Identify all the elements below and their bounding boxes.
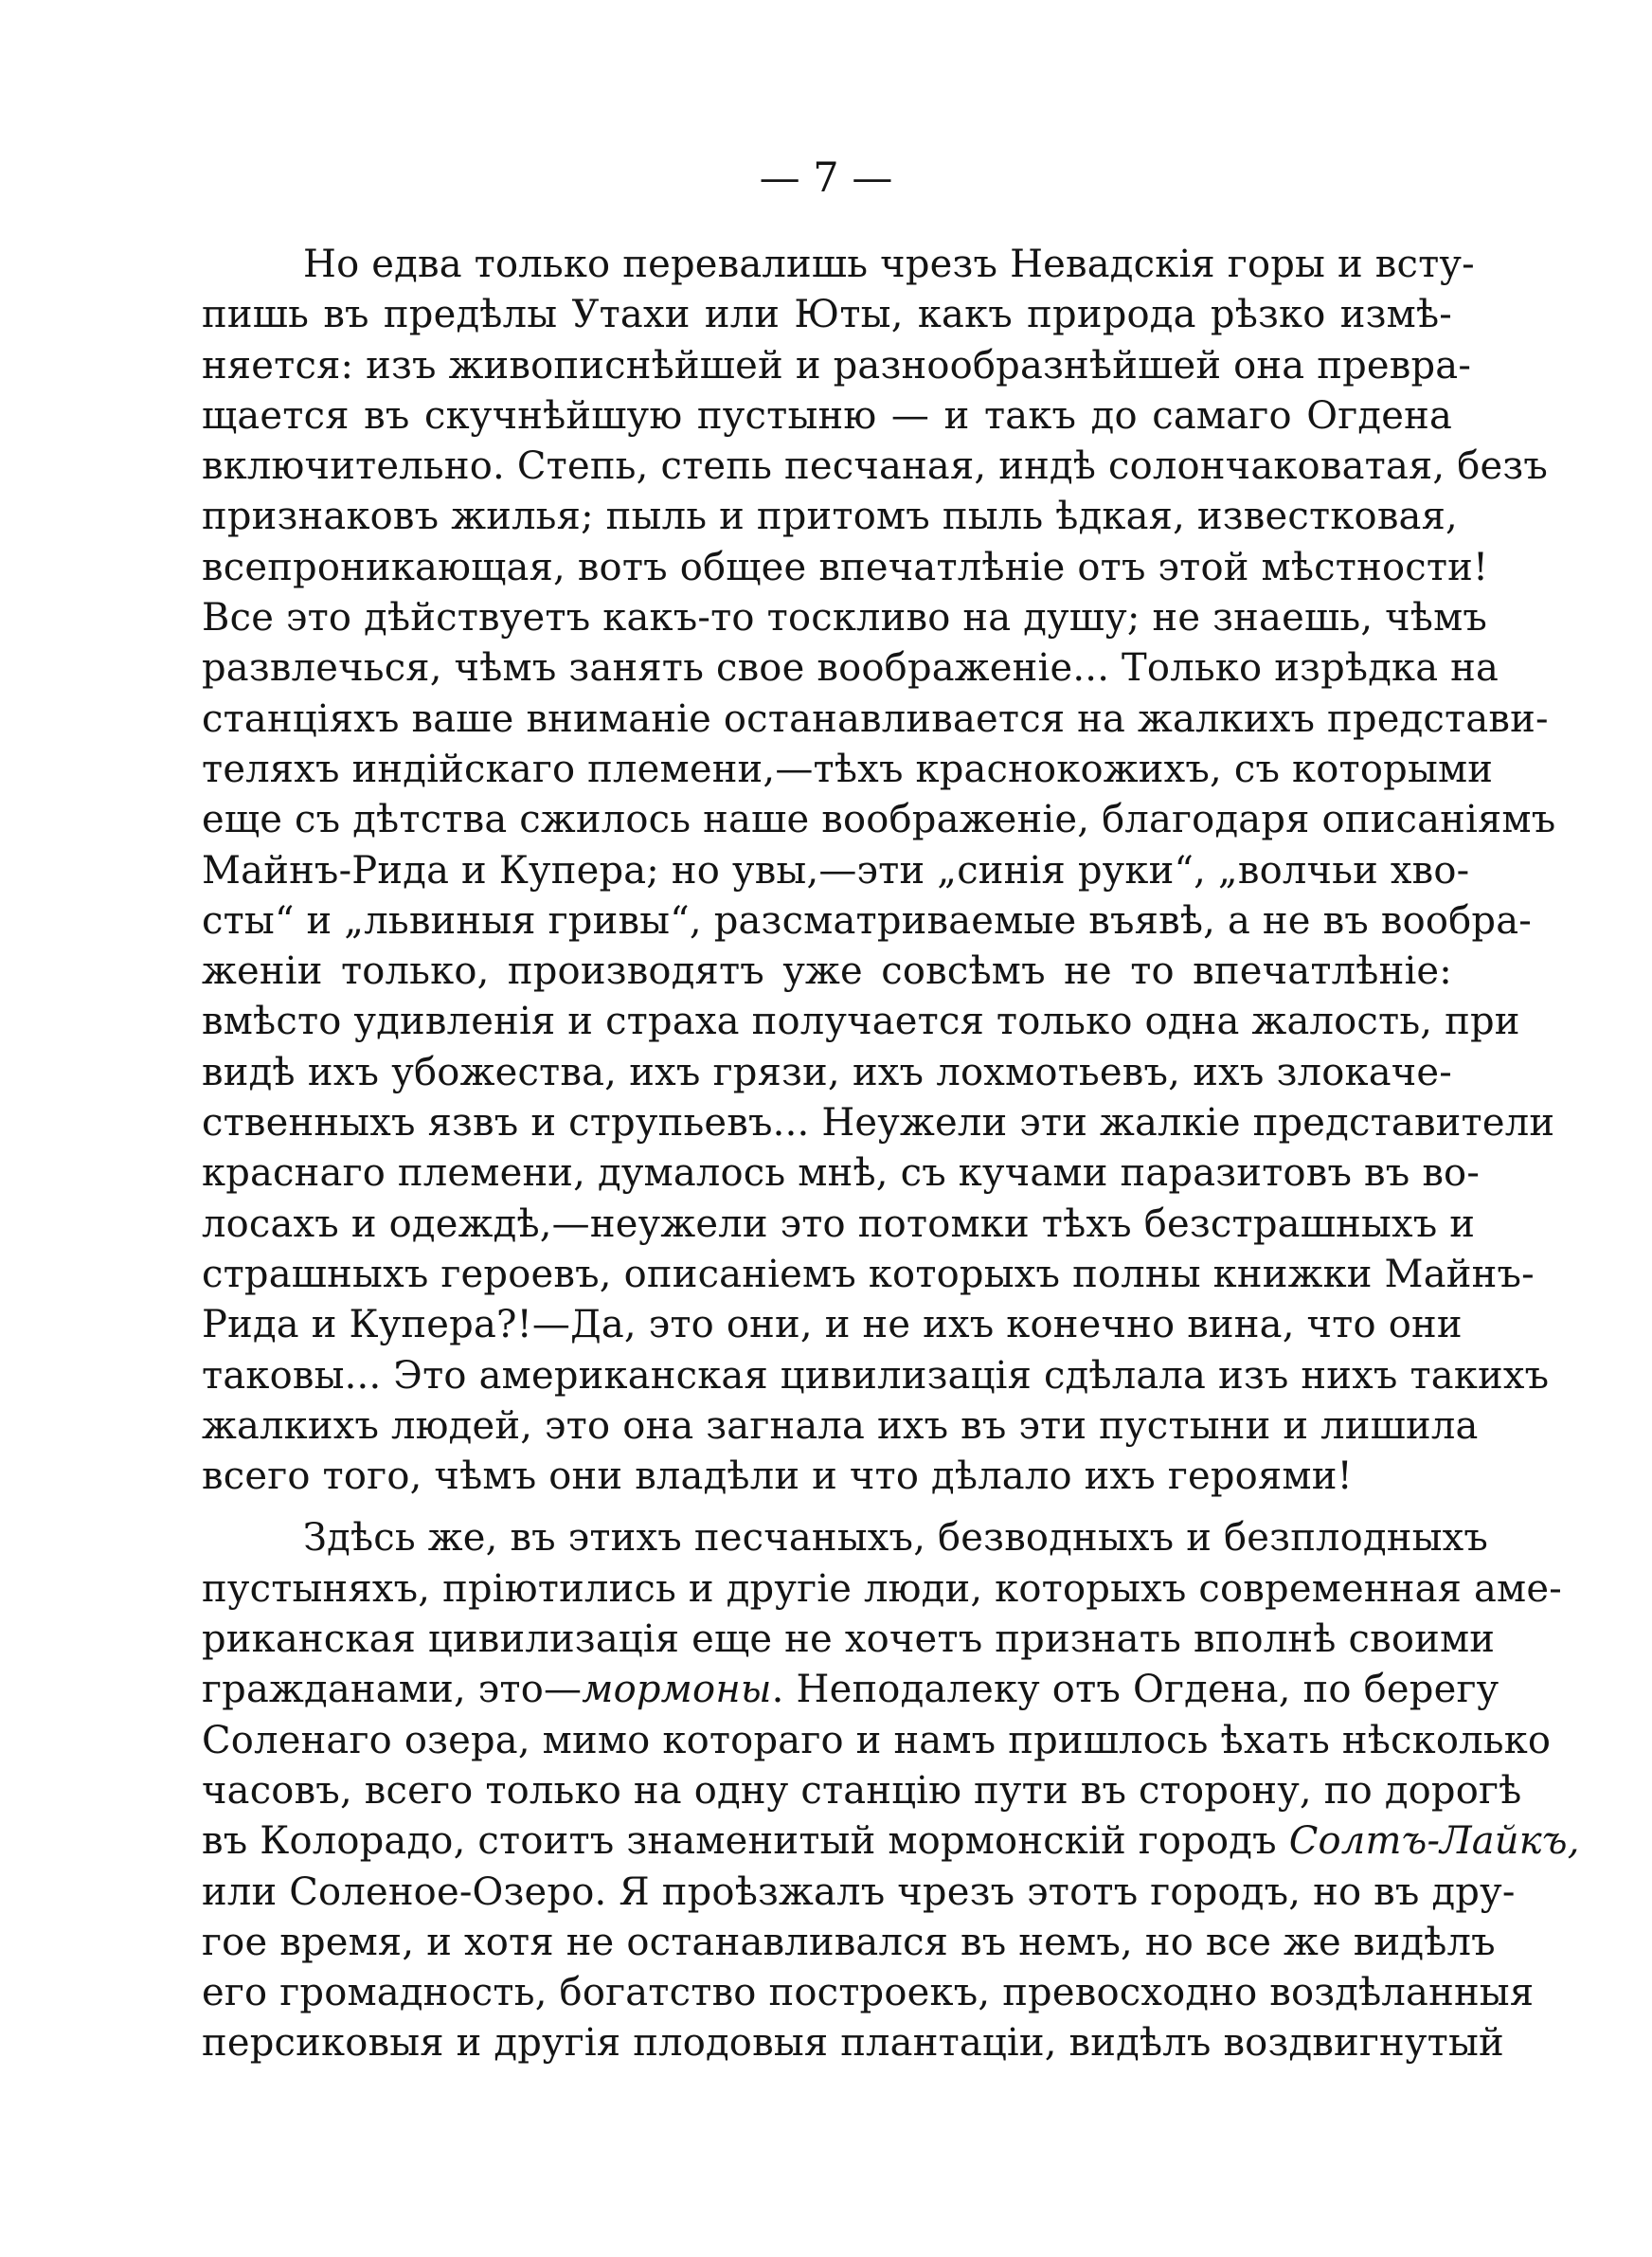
text-line: его громадность, богатство построекъ, превосходно воздѣланныя [202, 1971, 1535, 2015]
text-line: Майнъ-Рида и Купера; но увы,—эти „синія руки“, „волчьи хво- [202, 848, 1470, 893]
italic-term: мормоны [582, 1668, 772, 1712]
text-line: станціяхъ ваше вниманіе останавливается на жалкихъ представи- [202, 696, 1549, 741]
text-line: персиковыя и другія плодовыя плантаціи, видѣлъ воздвигнутый [202, 2021, 1504, 2066]
text-line: риканская цивилизація еще не хочетъ признать вполнѣ своими [202, 1617, 1496, 1662]
text-line: краснаго племени, думалось мнѣ, съ кучами паразитовъ въ во- [202, 1151, 1481, 1196]
text-line: гое время, и хотя не останавливался въ немъ, но все же видѣлъ [202, 1920, 1496, 1964]
text-line: видѣ ихъ убожества, ихъ грязи, ихъ лохмотьевъ, ихъ злокаче- [202, 1050, 1452, 1094]
body-text [202, 240, 1580, 2069]
text-span: . Неподалеку отъ Огдена, по берегу [771, 1668, 1499, 1712]
text-line: щается въ скучнѣйшую пустыню — и такъ до самаго Огдена [202, 393, 1452, 438]
text-line: часовъ, всего только на одну станцію пути въ сторону, по дорогѣ [202, 1768, 1522, 1813]
page-number: — 7 — [759, 154, 893, 202]
text-line: признаковъ жилья; пыль и притомъ пыль ѣдкая, известковая, [202, 495, 1458, 539]
text-span: въ Колорадо, стоитъ знаменитый мормонскій городъ [202, 1819, 1289, 1864]
text-span: гражданами, это— [202, 1668, 583, 1712]
text-line: таковы... Это американская цивилизація сдѣлала изъ нихъ такихъ [202, 1353, 1550, 1398]
text-line: теляхъ индійскаго племени,—тѣхъ краснокожихъ, съ которыми [202, 747, 1494, 791]
text-line: Соленаго озера, мимо котораго и намъ пришлось ѣхать нѣсколько [202, 1718, 1552, 1762]
text-line: Но едва только перевалишь чрезъ Невадскія горы и всту- [303, 243, 1475, 286]
text-line: Здѣсь же, въ этихъ песчаныхъ, безводныхъ и безплодныхъ [303, 1516, 1489, 1561]
text-line: пустыняхъ, пріютились и другіе люди, которыхъ современная аме- [202, 1566, 1562, 1611]
text-line [202, 1816, 1580, 1867]
text-line: развлечься, чѣмъ занять свое воображеніе... Только изрѣдка на [202, 646, 1499, 691]
text-line: или Соленое-Озеро. Я проѣзжалъ чрезъ этотъ городъ, но въ дру- [202, 1869, 1516, 1914]
text-line: всего того, чѣмъ они владѣли и что дѣлало ихъ героями! [202, 1454, 1353, 1499]
text-line: пишь въ предѣлы Утахи или Юты, какъ природа рѣзко измѣ- [202, 293, 1452, 337]
text-line: сты“ и „львиныя гривы“, разсматриваемые въявѣ, а не въ вообра- [202, 898, 1533, 943]
italic-term: Солтъ-Лайкъ, [1288, 1819, 1580, 1864]
text-line: Рида и Купера?!—Да, это они, и не ихъ конечно вина, что они [202, 1303, 1463, 1347]
text-line: ственныхъ язвъ и струпьевъ... Неужели эти жалкіе представители [202, 1101, 1555, 1146]
text-line: еще съ дѣтства сжилось наше воображеніе, благодаря описаніямъ [202, 798, 1556, 842]
text-line: включительно. Степь, степь песчаная, индѣ солончаковатая, безъ [202, 444, 1549, 489]
text-line: страшныхъ героевъ, описаніемъ которыхъ полны книжки Майнъ- [202, 1252, 1535, 1296]
text-line: жалкихъ людей, это она загнала ихъ въ эти пустыни и лишила [202, 1403, 1479, 1448]
text-line [202, 1665, 1499, 1715]
text-line: всепроникающая, вотъ общее впечатлѣніе отъ этой мѣстности! [202, 545, 1489, 589]
text-line: лосахъ и одеждѣ,—неужели это потомки тѣхъ безстрашныхъ и [202, 1201, 1476, 1246]
text-line: женіи только, производятъ уже совсѣмъ не то впечатлѣніе: [202, 949, 1452, 994]
text-line: Все это дѣйствуетъ какъ-то тоскливо на душу; не знаешь, чѣмъ [202, 596, 1488, 641]
text-line: няется: изъ живописнѣйшей и разнообразнѣйшей она превра- [202, 343, 1472, 388]
text-line: вмѣсто удивленія и страха получается только одна жалость, при [202, 1000, 1520, 1044]
